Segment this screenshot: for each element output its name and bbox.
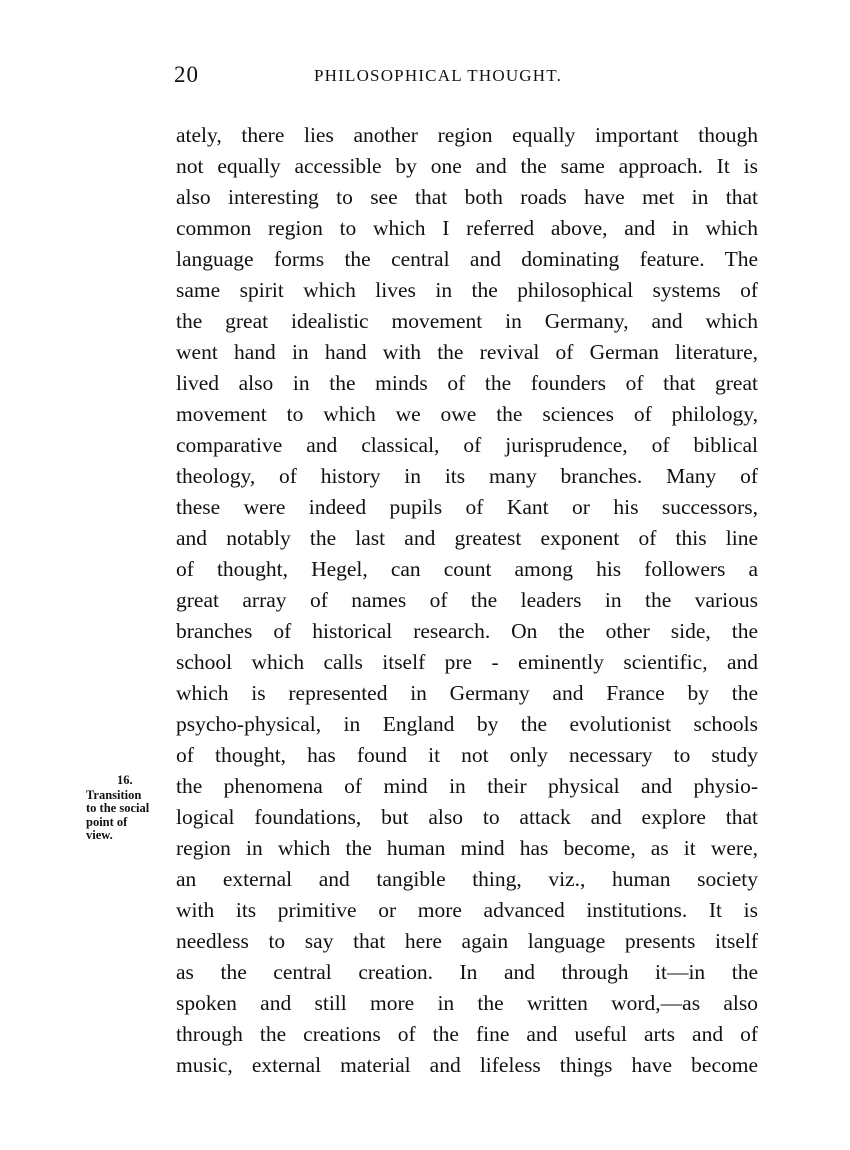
side-note: [86, 774, 176, 843]
text-line: same spirit which lives in the philosophical systems of: [176, 278, 758, 302]
side-note-line: point of: [86, 814, 128, 829]
text-line: spoken and still more in the written word,—as also: [176, 991, 758, 1015]
text-line: as the central creation. In and through it—in the: [176, 960, 758, 984]
side-note-line: to the social: [86, 801, 150, 815]
body-text: [176, 120, 758, 1081]
text-line: great array of names of the leaders in the various: [176, 588, 758, 612]
side-note-number: 16.: [117, 773, 133, 787]
text-line: comparative and classical, of jurisprudence, of biblical: [176, 433, 758, 457]
text-line: an external and tangible thing, viz., human society: [176, 867, 758, 891]
text-line: with its primitive or more advanced institutions. It is: [176, 898, 758, 922]
text-line: these were indeed pupils of Kant or his successors,: [176, 495, 758, 519]
text-line: school which calls itself pre - eminently scientific, and: [176, 650, 758, 674]
side-note-line: Transition: [86, 787, 142, 802]
text-line: also interesting to see that both roads have met in that: [176, 185, 758, 209]
text-line: needless to say that here again language presents itself: [176, 929, 758, 953]
text-line: not equally accessible by one and the same approach. It is: [176, 154, 758, 178]
text-line: of thought, Hegel, can count among his followers a: [176, 557, 758, 581]
text-line: the great idealistic movement in Germany, and which: [176, 309, 758, 333]
text-line: which is represented in Germany and France by the: [176, 681, 758, 705]
text-line: through the creations of the fine and useful arts and of: [176, 1022, 758, 1046]
text-line: common region to which I referred above, and in which: [176, 216, 758, 240]
text-line: branches of historical research. On the other side, the: [176, 619, 758, 643]
text-line: of thought, has found it not only necessary to study: [176, 743, 758, 767]
text-line: theology, of history in its many branches. Many of: [176, 464, 758, 488]
page-header: [174, 62, 756, 90]
text-line: and notably the last and greatest exponent of this line: [176, 526, 758, 550]
page-number: 20: [174, 62, 199, 87]
text-line: region in which the human mind has become, as it were,: [176, 836, 758, 860]
text-line: the phenomena of mind in their physical and physio-: [176, 774, 758, 798]
text-line: psycho-physical, in England by the evolutionist schools: [176, 712, 758, 736]
text-line: language forms the central and dominating feature. The: [176, 247, 758, 271]
text-line: movement to which we owe the sciences of philology,: [176, 402, 758, 426]
text-line: went hand in hand with the revival of German literature,: [176, 340, 758, 364]
text-line: ately, there lies another region equally important though: [176, 123, 758, 147]
side-note-line: view.: [86, 828, 113, 842]
text-line: logical foundations, but also to attack and explore that: [176, 805, 758, 829]
running-title: PHILOSOPHICAL THOUGHT.: [314, 66, 563, 85]
text-line: music, external material and lifeless things have become: [176, 1053, 758, 1077]
text-line: lived also in the minds of the founders of that great: [176, 371, 758, 395]
